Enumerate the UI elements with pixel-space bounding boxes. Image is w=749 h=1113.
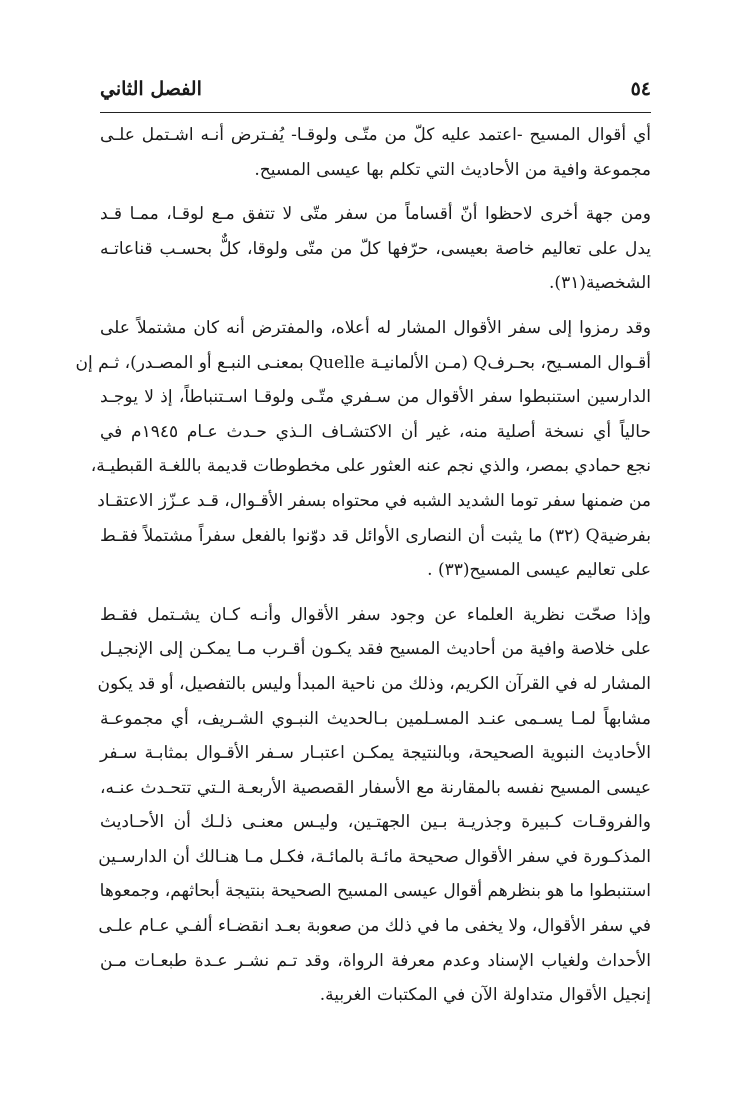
text-line: الدارسين استنبطوا سفر الأقوال من سـفري متّـى ولوقـا اسـتنباطاً، إذ لا يوجـد bbox=[100, 387, 651, 408]
paragraph bbox=[97, 598, 651, 1013]
page-header bbox=[100, 78, 651, 112]
text-line: الشخصية(٣١). bbox=[549, 273, 651, 294]
text-line: نجع حمادي بمصر، والذي نجم عنه العثور على مخطوطات قديمة باللغـة القبطيـة، bbox=[90, 456, 651, 477]
text-line: مشابهاً لمـا يسـمى عنـد المسـلمين بـالحديث النبـوي الشـريف، أي مجموعـة bbox=[100, 708, 651, 729]
text-line: من ضمنها سفر توما الشديد الشبه في محتواه بسفر الأقـوال، قـد عـزّز الاعتقـاد bbox=[97, 490, 651, 511]
text-line: إنجيل الأقوال متداولة الآن في المكتبات الغربية. bbox=[319, 985, 651, 1006]
text-line: حالياً أي نسخة أصلية منه، غير أن الاكتشـاف الـذي حـدث عـام ١٩٤٥م في bbox=[100, 421, 651, 442]
text-line: على تعاليم عيسى المسيح(٣٣) . bbox=[427, 560, 651, 581]
paragraph bbox=[100, 197, 651, 301]
page-number: ٥٤ bbox=[630, 78, 651, 100]
text-line: المشار له في القرآن الكريم، وذلك من ناحية المبدأ وليس بالتفصيل، أو قد يكون bbox=[97, 673, 651, 694]
paragraph bbox=[75, 311, 651, 588]
text-line: والفروقـات كـبيرة وجذريـة بـين الجهتـين، وليـس معنـى ذلـك أن الأحـاديث bbox=[100, 812, 651, 833]
text-line: أقـوال المسـيح، بحـرفQ (مـن الألمانيـة Quelle بمعنـى النبـع أو المصـدر)، ثـم إن bbox=[75, 352, 651, 373]
text-line: الأحاديث النبوية الصحيحة، وبالنتيجة يمكـن اعتبـار سـفر الأقـوال بمثابـة سـفر bbox=[100, 743, 651, 764]
text-line: وقد رمزوا إلى سفر الأقوال المشار له أعلاه، والمفترض أنه كان مشتملاً على bbox=[100, 317, 651, 338]
text-line: في سفر الأقوال، ولا يخفى ما في ذلك من صعوبة بعـد انقضـاء ألفـي عـام علـى bbox=[98, 916, 651, 937]
text-line: استنبطوا ما هو بنظرهم أقوال عيسى المسيح الصحيحة بنتيجة أبحاثهم، وجمعوها bbox=[99, 881, 651, 902]
text-line: بفرضيةQ (٣٢) ما يثبت أن النصارى الأوائل قد دوّنوا بالفعل سفراً مشتملاً فقـط bbox=[100, 525, 651, 546]
text-line: الأحداث ولغياب الإسناد وعدم معرفة الرواة، وقد تـم نشـر عـدة طبعـات مـن bbox=[100, 950, 651, 971]
text-line: أي أقوال المسيح -اعتمد عليه كلّ من متّـى ولوقـا- يُفـترض أنـه اشـتمل علـى bbox=[100, 125, 651, 145]
text-line: يدل على تعاليم خاصة بعيسى، حرّفها كلّ من متّى ولوقا، كلٌّ بحسـب قناعاتـه bbox=[100, 238, 651, 259]
header-rule bbox=[100, 112, 651, 113]
page-body bbox=[75, 118, 651, 1023]
text-line: على خلاصة وافية من أحاديث المسيح فقد يكـون أقـرب مـا يمكـن إلى الإنجيـل bbox=[100, 639, 651, 660]
text-line: وإذا صحّت نظرية العلماء عن وجود سفر الأقوال وأنـه كـان يشـتمل فقـط bbox=[100, 604, 651, 625]
text-line: ومن جهة أخرى لاحظوا أنّ أقساماً من سفر متّى لا تتفق مـع لوقـا، ممـا قـد bbox=[100, 204, 651, 225]
chapter-title: الفصل الثاني bbox=[100, 78, 202, 100]
text-line: عيسى المسيح نفسه بالمقارنة مع الأسفار القصصية الأربعـة الـتي تتحـدث عنـه، bbox=[100, 777, 651, 798]
paragraph bbox=[100, 118, 651, 187]
text-line: المذكـورة في سفر الأقوال صحيحة مائـة بالمائـة، فكـل مـا هنـالك أن الدارسـين bbox=[98, 846, 651, 867]
text-line: مجموعة وافية من الأحاديث التي تكلم بها عيسى المسيح. bbox=[254, 159, 651, 180]
